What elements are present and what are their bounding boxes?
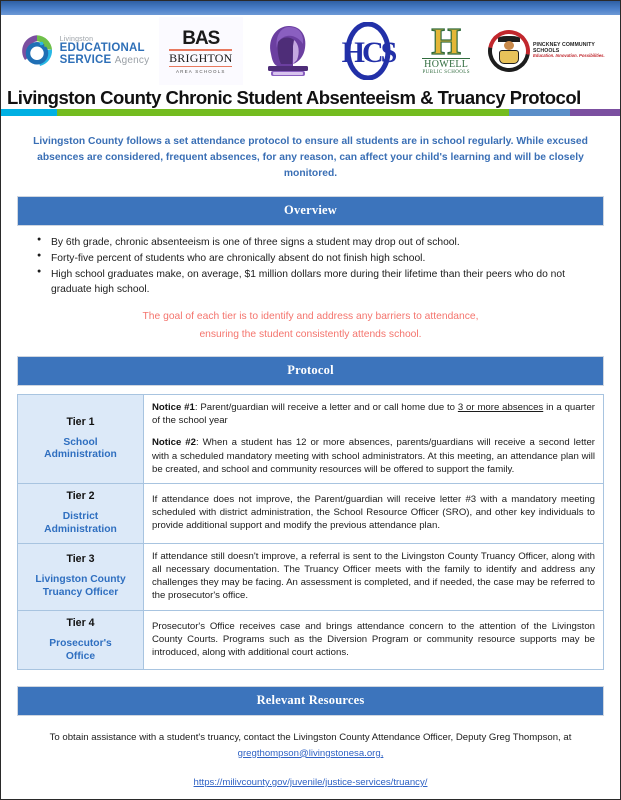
tier-1-notice-1-after: in a quarter of the school year: [152, 401, 595, 427]
document-content: [1, 116, 620, 790]
district-logo-band: [1, 15, 620, 87]
tier-4-label-cell: [18, 610, 144, 670]
tier-3-role: [22, 574, 139, 600]
howell-title: HOWELL: [424, 59, 469, 71]
table-row: [18, 484, 604, 544]
tier-4-role: [22, 638, 139, 664]
svg-text:HCS: HCS: [342, 36, 395, 69]
tier-1-label-cell: [18, 394, 144, 483]
table-row: [18, 610, 604, 670]
tier-3-role-line-2: Truancy Officer: [42, 587, 119, 599]
goal-statement: [17, 309, 604, 343]
bas-title: BRIGHTON: [169, 51, 233, 65]
lesa-swirl-icon: [19, 33, 55, 69]
page-title: Livingston County Chronic Student Absenteeism & Truancy Protocol: [7, 87, 581, 108]
overview-banner: Overview: [17, 196, 604, 226]
title-bar: [1, 87, 620, 109]
tier-3-body: If attendance still doesn't improve, a referral is sent to the Livingston County Truancy Officer, along with all necessary documentation. The Truancy Officer meets with the family to identify and address any challenges they may be facing. An assessment is completed, and if needed, the case may be referred to the prosecutor's office.: [152, 550, 595, 602]
tier-3-number: Tier 3: [66, 553, 95, 566]
logo-brighton-area-schools: [159, 17, 243, 85]
table-row: [18, 543, 604, 610]
accent-segment-purple: [570, 109, 620, 116]
tier-3-description-cell: [144, 543, 604, 610]
bas-subtitle: AREA SCHOOLS: [175, 68, 226, 74]
protocol-banner: Protocol: [17, 356, 604, 386]
tier-1-notice-2-text: When a student has 12 or more absences, parents/guardians will receive a second letter with a scheduled mandatory meeting with school administrators. At this meeting, an attendance plan will be created, and school and community resources will be offered to support the family.: [152, 437, 595, 475]
resources-contact-text: To obtain assistance with a student's truancy, contact the Livingston County Attendance Officer, Deputy Greg Thompson, at: [49, 732, 572, 744]
logo-hartland-consolidated-schools: [332, 17, 404, 85]
tier-3-role-line-1: Livingston County: [35, 574, 126, 586]
accent-segment-green: [57, 109, 509, 116]
hcs-monogram-icon: [338, 22, 398, 80]
list-item: ● High school graduates make, on average, $1 million dollars more during their lifetime than their peers who do not graduate high school.: [51, 268, 604, 298]
tier-1-notice-2: [152, 436, 595, 476]
tier-2-role-line-1: District: [62, 511, 99, 523]
pinckney-title: PINCKNEY COMMUNITY SCHOOLS: [532, 42, 595, 54]
lesa-line-3: SERVICE: [59, 53, 112, 66]
logo-pinckney-community-schools: [488, 17, 614, 85]
bas-abbr: BAS: [182, 27, 220, 49]
tier-1-role: [22, 437, 139, 463]
truancy-url-wrapper: [37, 775, 584, 790]
accent-segment-cyan: [1, 109, 57, 116]
tier-2-label-cell: [18, 484, 144, 544]
tier-4-role-line-1: Prosecutor's: [49, 637, 112, 649]
tier-3-label-cell: [18, 543, 144, 610]
tier-1-notice-1-label: Notice #1: [152, 401, 195, 413]
pinckney-pirate-icon: [488, 30, 530, 72]
tier-1-notice-1-underlined: 3 or more absences: [457, 401, 544, 413]
goal-line-1: The goal of each tier is to identify and address any barriers to attendance,: [142, 310, 479, 322]
protocol-table: [17, 394, 604, 671]
tier-4-body: Prosecutor's Office receives case and brings attendance concern to the attention of the Livingston County Courts. Programs such as the Diversion Program or community resource supports may be introduced, along with additional court actions.: [152, 620, 595, 659]
lesa-line-1: Livingston: [59, 36, 94, 43]
tier-2-number: Tier 2: [66, 490, 95, 503]
logo-fowlerville-community-schools: [245, 17, 331, 85]
tier-1-description-cell: [144, 394, 604, 483]
tier-2-role: [22, 511, 139, 537]
logo-howell-public-schools: [406, 17, 486, 85]
resources-banner: Relevant Resources: [17, 686, 604, 716]
howell-letter: H: [431, 20, 461, 63]
accent-segment-blue: [509, 109, 571, 116]
tier-2-role-line-2: Administration: [44, 523, 117, 535]
table-row: [18, 394, 604, 483]
spartan-helmet-icon: [259, 20, 317, 82]
tier-2-description-cell: [144, 484, 604, 544]
pinckney-tagline: Education. Innovation. Possibilities.: [532, 53, 605, 59]
tier-1-notice-1-sep: :: [194, 401, 201, 413]
goal-line-2: ensuring the student consistently attends school.: [199, 329, 422, 341]
tier-4-role-line-2: Office: [65, 650, 96, 662]
bas-divider-bottom: [169, 66, 232, 68]
accent-color-bar: [1, 109, 620, 116]
tier-1-number: Tier 1: [66, 415, 95, 428]
top-gradient-strip: [1, 1, 620, 15]
tier-1-role-line-2: Administration: [44, 449, 117, 461]
list-item: ● By 6th grade, chronic absenteeism is one of three signs a student may drop out of school.: [51, 236, 604, 251]
tier-4-description-cell: [144, 610, 604, 670]
attendance-officer-email-link[interactable]: gregthompson@livingstonesa.org,: [237, 747, 384, 759]
tier-1-role-line-1: School: [63, 436, 98, 448]
truancy-services-url-link[interactable]: https://milivcounty.gov/juvenile/justice-services/truancy/: [193, 777, 428, 789]
lesa-line-3-suffix: Agency: [114, 54, 150, 66]
tier-1-notice-1-before: Parent/guardian will receive a letter and or call home due to: [200, 401, 458, 413]
logo-livingston-educational-service-agency: [7, 17, 157, 85]
resources-section: [17, 716, 604, 790]
overview-bullet-list: [17, 236, 604, 298]
tier-1-notice-2-sep: :: [195, 437, 203, 449]
howell-subtitle: PUBLIC SCHOOLS: [422, 70, 470, 76]
tier-1-notice-2-label: Notice #2: [152, 437, 196, 449]
lesa-line-2: EDUCATIONAL: [59, 42, 145, 54]
list-item: ● Forty-five percent of students who are chronically absent do not finish high school.: [51, 252, 604, 267]
tier-1-notice-1: [152, 401, 595, 427]
intro-paragraph: Livingston County follows a set attendance protocol to ensure all students are in school regularly. While excused absences are considered, frequent absences, for any reason, can affect your child's learning and will be closely monitored.: [33, 136, 588, 180]
tier-2-body: If attendance does not improve, the Parent/guardian will receive letter #3 with a mandatory meeting scheduled with district administration, the School Resource Officer (SRO), and other key individuals to provide additional support and modify the previous attendance plan.: [152, 494, 595, 532]
tier-4-number: Tier 4: [66, 616, 95, 629]
